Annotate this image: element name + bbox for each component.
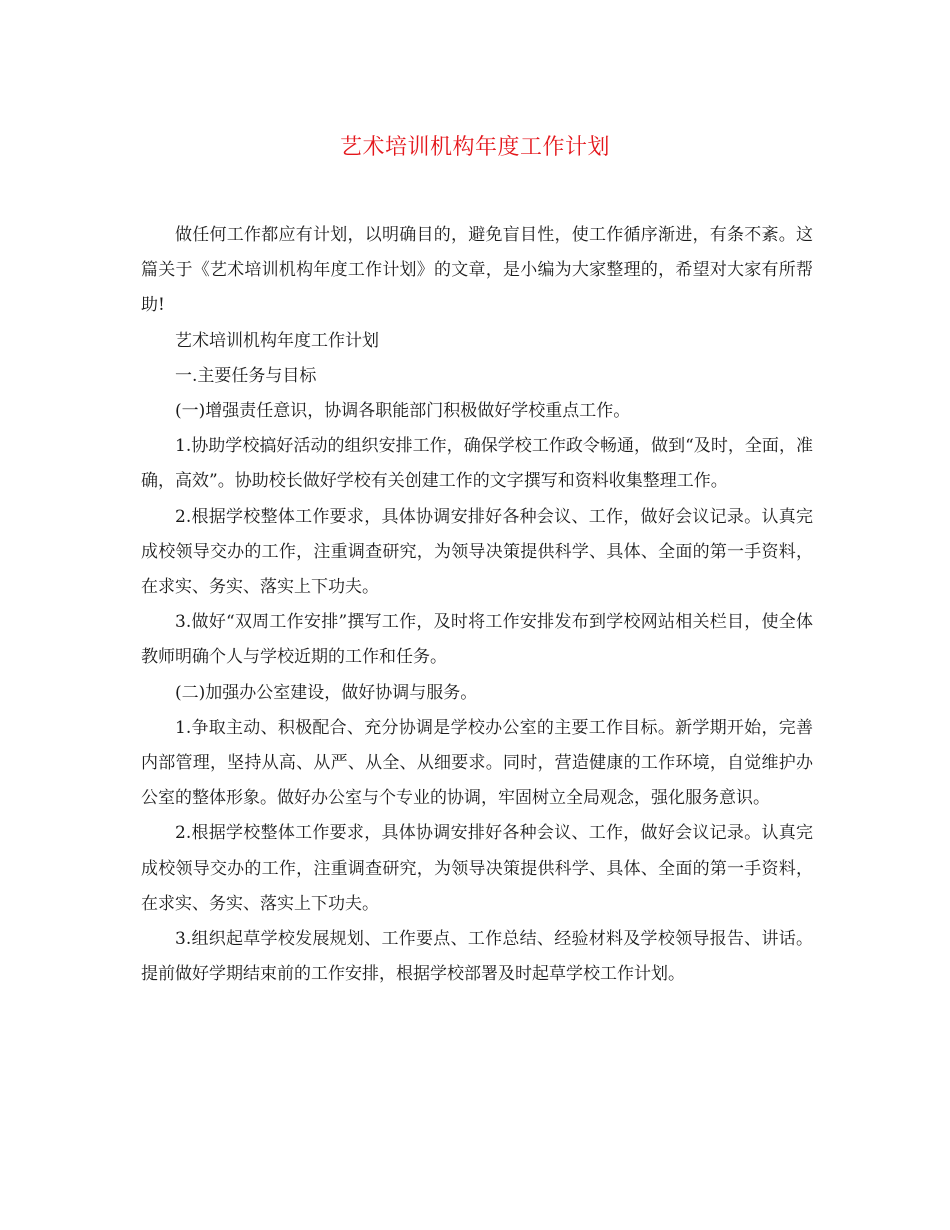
subsection-heading: (一)增强责任意识，协调各职能部门积极做好学校重点工作。 [175, 401, 631, 422]
subtitle-paragraph: 艺术培训机构年度工作计划 [175, 330, 379, 351]
list-item: 3.组织起草学校发展规划、工作要点、工作总结、经验材料及学校领导报告、讲话。提前做好学期结束前的工作安排，根据学校部署及时起草学校工作计划。 [141, 929, 813, 985]
list-item: 3.做好“双周工作安排”撰写工作，及时将工作安排发布到学校网站相关栏目，使全体教师明确个人与学校近期的工作和任务。 [141, 612, 813, 668]
document-title: 艺术培训机构年度工作计划 [339, 135, 610, 160]
list-item: 2.根据学校整体工作要求，具体协调安排好各种会议、工作，做好会议记录。认真完成校领导交办的工作，注重调查研究，为领导决策提供科学、具体、全面的第一手资料，在求实、务实、落实上下功夫。 [141, 823, 813, 914]
subsection-heading: (二)加强办公室建设，做好协调与服务。 [175, 682, 478, 703]
document-body [141, 218, 813, 992]
intro-paragraph: 做任何工作都应有计划，以明确目的，避免盲目性，使工作循序渐进，有条不紊。这篇关于《艺术培训机构年度工作计划》的文章，是小编为大家整理的，希望对大家有所帮助! [141, 225, 813, 316]
section-heading: 一.主要任务与目标 [175, 365, 317, 386]
list-item: 2.根据学校整体工作要求，具体协调安排好各种会议、工作，做好会议记录。认真完成校领导交办的工作，注重调查研究，为领导决策提供科学、具体、全面的第一手资料，在求实、务实、落实上下功夫。 [141, 506, 813, 598]
list-item: 1.协助学校搞好活动的组织安排工作，确保学校工作政令畅通，做到“及时，全面，准确，高效”。协助校长做好学校有关创建工作的文字撰写和资料收集整理工作。 [141, 436, 813, 492]
list-item: 1.争取主动、积极配合、充分协调是学校办公室的主要工作目标。新学期开始，完善内部管理，坚持从高、从严、从全、从细要求。同时，营造健康的工作环境，自觉维护办公室的整体形象。做好办公室与个专业的协调，牢固树立全局观念，强化服务意识。 [141, 717, 813, 809]
